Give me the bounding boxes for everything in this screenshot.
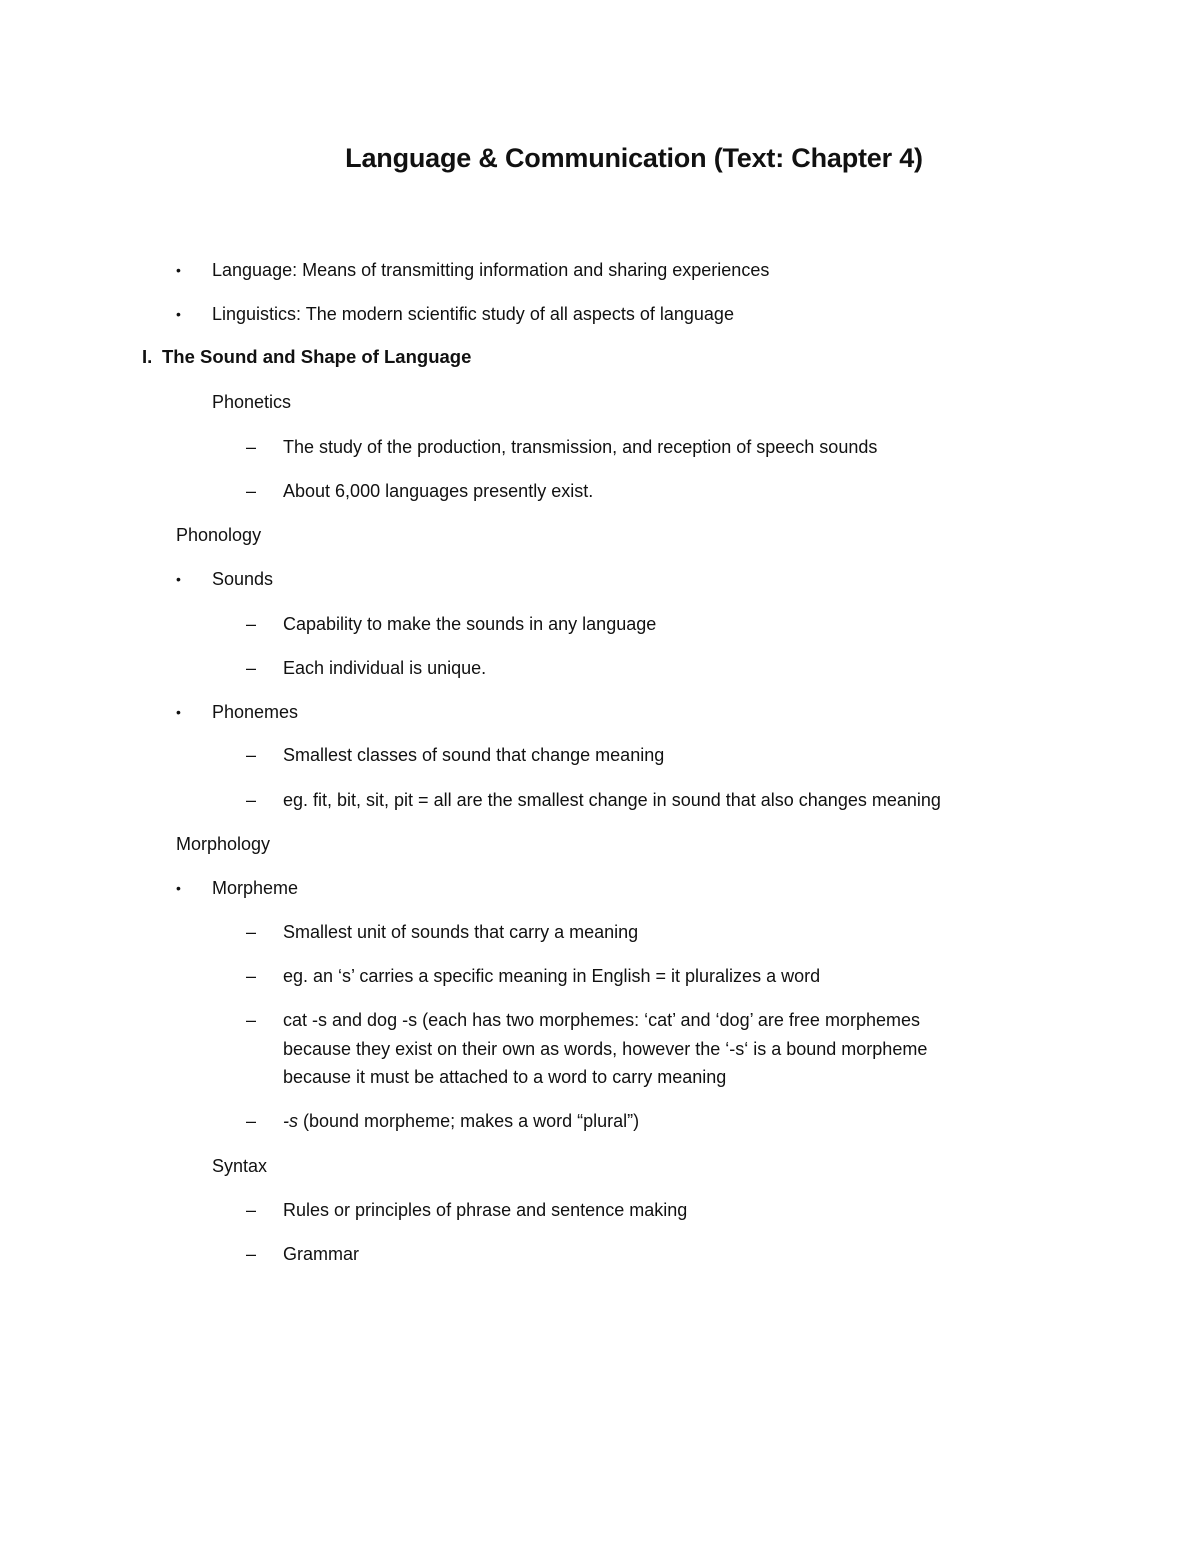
morpheme-item: Smallest unit of sounds that carry a meaning (283, 922, 639, 942)
sounds-item: Each individual is unique. (283, 658, 487, 678)
morpheme-example-line: because it must be attached to a word to carry meaning (283, 1067, 727, 1087)
bullet-marker: • (176, 571, 181, 587)
dash-marker: – (246, 966, 257, 986)
morpheme-example-line: cat -s and dog -s (each has two morphemes: ‘cat’ and ‘dog’ are free morphemes (283, 1010, 920, 1030)
sounds-item: Capability to make the sounds in any language (283, 614, 657, 634)
intro-item-linguistics: Linguistics: The modern scientific study of all aspects of language (212, 304, 734, 324)
intro-item-language: Language: Means of transmitting information and sharing experiences (212, 260, 770, 280)
morphology-label: Morphology (176, 834, 271, 854)
sounds-label: Sounds (212, 569, 274, 589)
phonology-label: Phonology (176, 525, 262, 545)
morpheme-label: Morpheme (212, 878, 299, 898)
dash-marker: – (246, 1200, 257, 1220)
bound-morpheme-item (283, 1107, 639, 1135)
phonetics-item: The study of the production, transmission, and reception of speech sounds (283, 437, 878, 457)
phonemes-label: Phonemes (212, 702, 299, 722)
phonemes-item: eg. fit, bit, sit, pit = all are the smallest change in sound that also changes meaning (283, 790, 941, 810)
bound-morpheme-suffix: -s (283, 1111, 298, 1131)
section-heading: The Sound and Shape of Language (162, 346, 472, 367)
bullet-marker: • (176, 262, 181, 278)
section-number: I. (142, 346, 153, 367)
bound-morpheme-text: (bound morpheme; makes a word “plural”) (298, 1111, 640, 1131)
morpheme-example-line: because they exist on their own as words, however the ‘-s‘ is a bound morpheme (283, 1038, 928, 1059)
dash-marker: – (246, 1010, 257, 1030)
phonetics-label: Phonetics (212, 392, 292, 412)
dash-marker: – (246, 922, 257, 942)
phonetics-item: About 6,000 languages presently exist. (283, 481, 594, 501)
page-title: Language & Communication (Text: Chapter 4) (345, 143, 923, 173)
dash-marker: – (246, 658, 257, 678)
phonemes-item: Smallest classes of sound that change meaning (283, 745, 665, 765)
dash-marker: – (246, 1111, 257, 1131)
dash-marker: – (246, 481, 257, 501)
dash-marker: – (246, 790, 257, 810)
morpheme-example-paragraph (283, 1006, 1023, 1092)
syntax-item: Grammar (283, 1244, 359, 1264)
syntax-item: Rules or principles of phrase and sentence making (283, 1200, 688, 1220)
bullet-marker: • (176, 880, 181, 896)
dash-marker: – (246, 614, 257, 634)
morpheme-item: eg. an ‘s’ carries a specific meaning in English = it pluralizes a word (283, 966, 821, 986)
dash-marker: – (246, 1244, 257, 1264)
bullet-marker: • (176, 704, 181, 720)
bullet-marker: • (176, 306, 181, 322)
syntax-label: Syntax (212, 1156, 268, 1176)
dash-marker: – (246, 437, 257, 457)
dash-marker: – (246, 745, 257, 765)
